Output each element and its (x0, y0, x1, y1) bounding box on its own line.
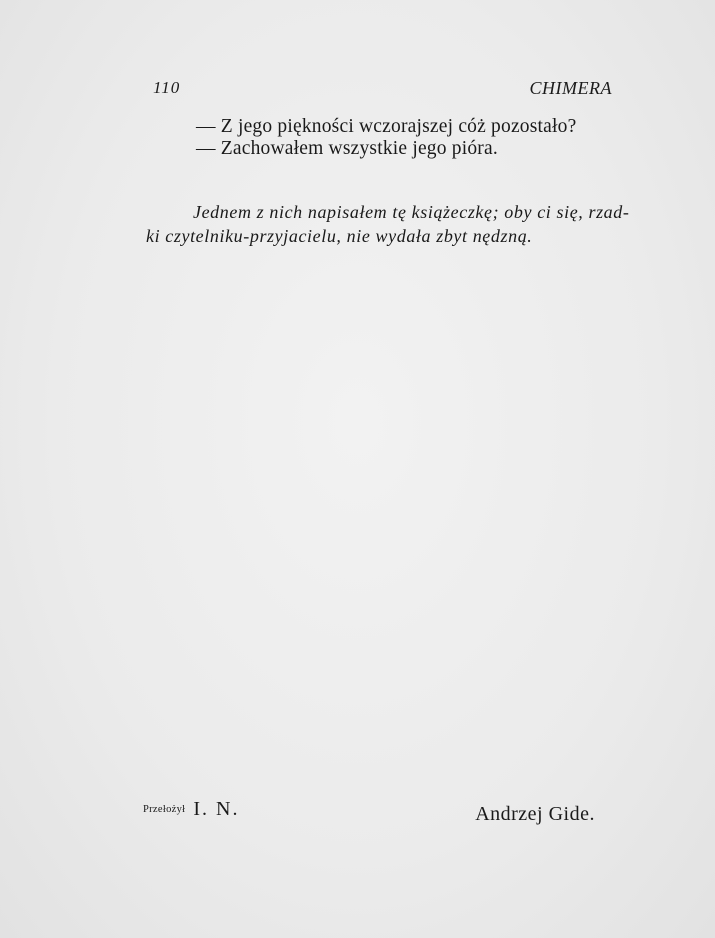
translator-initials: I. N. (193, 798, 240, 820)
dedication-line: ki czytelniku-przyjacielu, nie wydała zbyt nędzną. (146, 226, 533, 246)
dialogue-line: — Z jego piękności wczorajszej cóż pozostało? (196, 116, 577, 137)
translator-credit (143, 798, 239, 821)
dedication-line: Jednem z nich napisałem tę książeczkę; oby ci się, rzad- (193, 202, 630, 222)
dialogue-line: — Zachowałem wszystkie jego pióra. (196, 138, 498, 159)
running-head: CHIMERA (529, 78, 612, 98)
page-number: 110 (153, 78, 181, 97)
author-signature: Andrzej Gide. (475, 803, 595, 825)
dedication-paragraph (146, 200, 630, 248)
translator-label: Przełożył (143, 804, 186, 815)
